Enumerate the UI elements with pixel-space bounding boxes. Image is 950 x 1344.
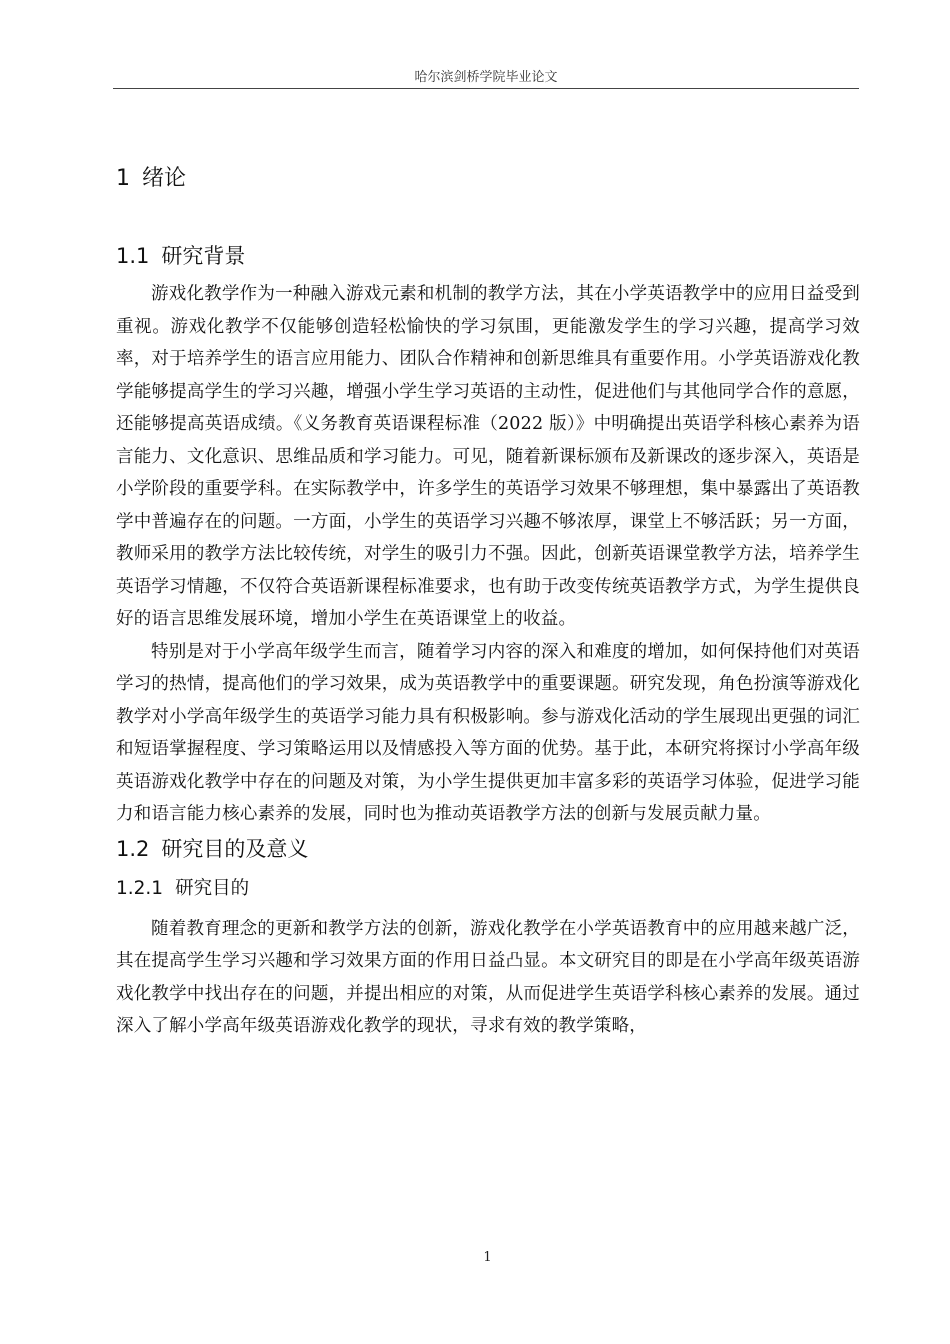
chapter-number: 1 bbox=[116, 166, 130, 191]
section-number: 1.2 bbox=[116, 836, 150, 861]
subsection-number: 1.2.1 bbox=[116, 877, 164, 899]
header-divider bbox=[113, 88, 859, 89]
page-body bbox=[116, 160, 860, 1043]
chapter-heading bbox=[116, 160, 860, 198]
body-paragraph: 随着教育理念的更新和教学方法的创新，游戏化教学在小学英语教育中的应用越来越广泛，其在提高学生学习兴趣和学习效果方面的作用日益凸显。本文研究目的即是在小学高年级英语游戏化教学中找出存在的问题，并提出相应的对策，从而促进学生英语学科核心素养的发展。通过深入了解小学高年级英语游戏化教学的现状，寻求有效的教学策略， bbox=[116, 918, 860, 1036]
body-paragraph: 特别是对于小学高年级学生而言，随着学习内容的深入和难度的增加，如何保持他们对英语学习的热情，提高他们的学习效果，成为英语教学中的重要课题。研究发现，角色扮演等游戏化教学对小学高年级学生的英语学习能力具有积极影响。参与游戏化活动的学生展现出更强的词汇和短语掌握程度、学习策略运用以及情感投入等方面的优势。基于此，本研究将探讨小学高年级英语游戏化教学中存在的问题及对策，为小学生提供更加丰富多彩的英语学习体验，促进学习能力和语言能力核心素养的发展，同时也为推动英语教学方法的创新与发展贡献力量。 bbox=[116, 641, 860, 824]
subsection-title: 研究目的 bbox=[175, 877, 250, 899]
section-heading-1-2 bbox=[116, 831, 860, 867]
subsection-heading-1-2-1 bbox=[116, 873, 860, 905]
section-number: 1.1 bbox=[116, 244, 150, 268]
section-heading-1-1 bbox=[116, 238, 860, 274]
running-header: 哈尔滨剑桥学院毕业论文 bbox=[414, 70, 558, 85]
page-number: 1 bbox=[483, 1250, 492, 1265]
chapter-title: 绪论 bbox=[142, 166, 187, 191]
section-title: 研究背景 bbox=[161, 244, 246, 268]
section-title: 研究目的及意义 bbox=[161, 836, 309, 861]
body-paragraph: 游戏化教学作为一种融入游戏元素和机制的教学方法，其在小学英语教学中的应用日益受到重视。游戏化教学不仅能够创造轻松愉快的学习氛围，更能激发学生的学习兴趣，提高学习效率，对于培养学生的语言应用能力、团队合作精神和创新思维具有重要作用。小学英语游戏化教学能够提高学生的学习兴趣，增强小学生学习英语的主动性，促进他们与其他同学合作的意愿，还能够提高英语成绩。《义务教育英语课程标准（2022 版）》中明确提出英语学科核心素养为语言能力、文化意识、思维品质和学习能力。可见，随着新课标颁布及新课改的逐步深入，英语是小学阶段的重要学科。在实际教学中，许多学生的英语学习效果不够理想，集中暴露出了英语教学中普遍存在的问题。一方面，小学生的英语学习兴趣不够浓厚，课堂上不够活跃；另一方面，教师采用的教学方法比较传统，对学生的吸引力不强。因此，创新英语课堂教学方法，培养学生英语学习情趣，不仅符合英语新课程标准要求，也有助于改变传统英语教学方式，为学生提供良好的语言思维发展环境，增加小学生在英语课堂上的收益。 bbox=[116, 284, 860, 629]
